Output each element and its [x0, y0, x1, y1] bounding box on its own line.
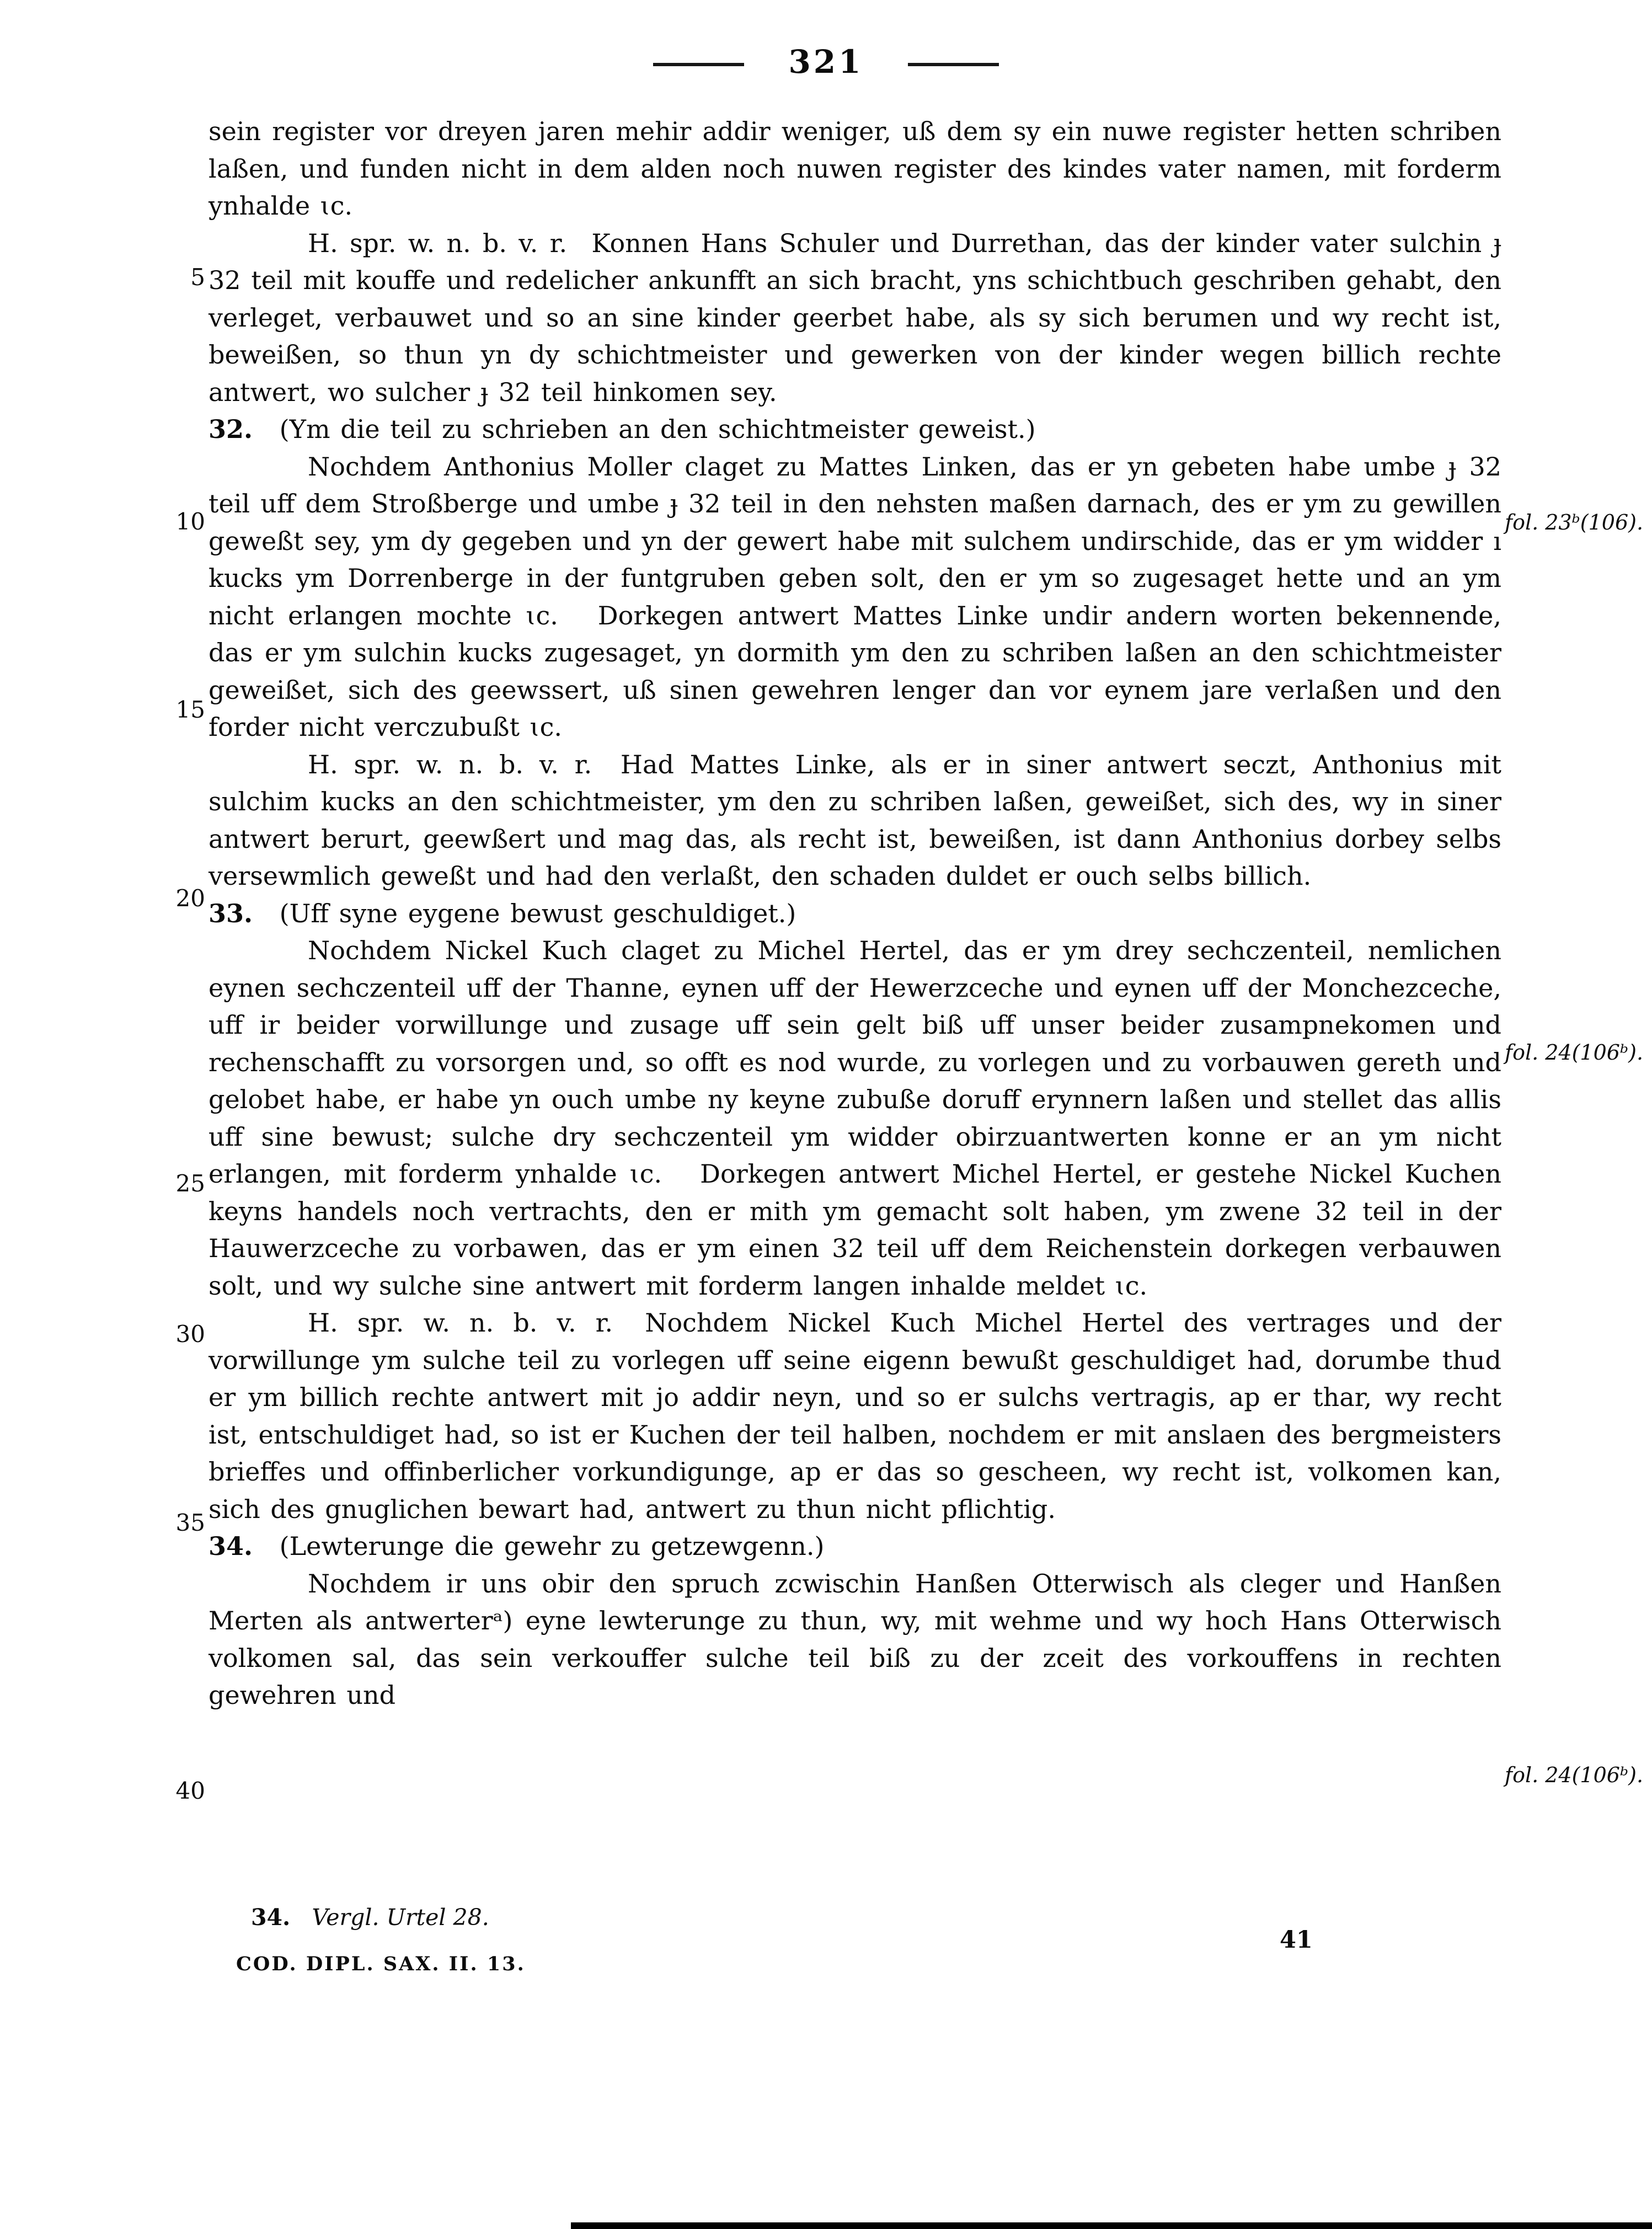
footnote-text: Vergl. Urtel 28.	[312, 1904, 489, 1931]
margin-line-number: 10	[175, 508, 205, 535]
margin-line-number: 35	[175, 1509, 205, 1536]
margin-line-number: 40	[175, 1777, 205, 1804]
paragraph-claim-32: Nochdem Anthonius Moller claget zu Mattes Linken, das er yn gebeten habe umbe ɟ 32 teil uff dem Stroßberge und umbe ɟ 32 teil in den nehsten maßen darnach, des er ym zu gewillen geweßt sey, ym dy gegeben und yn der gewert habe mit sulchem undirschide, das er ym widder ı kucks ym Dorrenberge in der funtgruben geben solt, den er ym so zugesaget hette und an ym nicht erlangen mochte ɩc. Dorkegen antwert Mattes Linke undir andern worten bekennende, das er ym sulchin kucks zugesaget, yn dormith ym den zu schriben laßen an den schichtmeister geweißet, sich des geewssert, uß sinen gewehren lenger dan vor eynem jare verlaßen und den forder nicht verczubußt ɩc.	[208, 451, 1501, 742]
section-number: 33.	[208, 898, 253, 928]
running-head	[0, 43, 1652, 81]
margin-line-number: 30	[175, 1321, 205, 1348]
scan-edge-artifact	[571, 2222, 1652, 2229]
folio-note: fol. 23ᵇ(106).	[1505, 510, 1644, 534]
folio-note: fol. 24(106ᵇ).	[1505, 1040, 1644, 1065]
footnote	[251, 1904, 489, 1931]
sheet-signature: 41	[1280, 1926, 1313, 1954]
section-number: 34.	[208, 1531, 253, 1561]
text-column	[208, 113, 1501, 1714]
paragraph-claim-33: Nochdem Nickel Kuch claget zu Michel Hertel, das er ym drey sechczenteil, nemlichen eynen sechczenteil uff der Thanne, eynen uff der Hewerzceche und eynen uff der Monchezceche, uff ir beider vorwillunge und zusage uff sein gelt biß uff unser beider zusampnekomen und rechenschafft zu vorsorgen und, so offt es nod wurde, zu vorlegen und zu vorbauwen gereth und gelobet habe, er habe yn ouch umbe ny keyne zubuße doruff erynnern laßen und stellet das allis uff sine bewust; sulche dry sechczenteil ym widder obirzuantwerten konne er an ym nicht erlangen, mit forderm ynhalde ɩc. Dorkegen antwert Michel Hertel, er gestehe Nickel Kuchen keyns handels noch vertrachts, den er mith ym gemacht solt haben, ym zwene 32 teil in der Hauwerzceche zu vorbawen, das er ym einen 32 teil uff dem Reichenstein dorkegen verbauwen solt, und wy sulche sine antwert mit forderm langen inhalde meldet ɩc.	[208, 936, 1501, 1301]
folio-note: fol. 24(106ᵇ).	[1505, 1763, 1644, 1787]
section-number: 32.	[208, 414, 253, 444]
section-title: (Lewterunge die gewehr zu getzewgenn.)	[279, 1531, 825, 1561]
footnote-number: 34.	[251, 1904, 291, 1931]
section-title: (Ym die teil zu schrieben an den schichtmeister geweist.)	[279, 414, 1036, 444]
margin-line-number: 5	[190, 264, 205, 291]
paragraph-verdict-33: H. spr. w. n. b. v. r. Nochdem Nickel Kuch Michel Hertel des vertrages und der vorwillunge ym sulche teil zu vorlegen uff seine eigenn bewußt geschuldiget had, dorumbe thud er ym billich rechte antwert mit jo addir neyn, und so er sulchs vertragis, ap er thar, wy recht ist, entschuldiget had, so ist er Kuchen der teil halben, nochdem er mit anslaen des bergmeisters brieffes und offinberlicher vorkundigunge, ap er das so gescheen, wy recht ist, volkomen kan, sich des gnuglichen bewart had, antwert zu thun nicht pflichtig.	[208, 1308, 1501, 1524]
section-heading-34	[208, 1528, 1501, 1565]
section-heading-32	[208, 411, 1501, 448]
series-imprint: COD. DIPL. SAX. II. 13.	[236, 1953, 526, 1975]
paragraph-verdict-31: H. spr. w. n. b. v. r. Konnen Hans Schuler und Durrethan, das der kinder vater sulchin ɟ 32 teil mit kouffe und redelicher ankunfft an sich bracht, yns schichtbuch geschriben gehabt, den verleget, verbauwet und so an sine kinder geerbet habe, als sy sich berumen und wy recht ist, beweißen, so thun yn dy schichtmeister und gewerken von der kinder wegen billich rechte antwert, wo sulcher ɟ 32 teil hinkomen sey.	[208, 228, 1501, 407]
header-rule-right	[908, 63, 999, 66]
section-heading-33	[208, 895, 1501, 933]
margin-line-number: 15	[175, 696, 205, 723]
header-rule-left	[653, 63, 744, 66]
margin-line-number: 25	[175, 1170, 205, 1197]
margin-line-number: 20	[175, 885, 205, 912]
paragraph-continuation: sein register vor dreyen jaren mehir addir weniger, uß dem sy ein nuwe register hetten schriben laßen, und funden nicht in dem alden noch nuwen register des kindes vater namen, mit forderm ynhalde ɩc.	[208, 116, 1501, 221]
paragraph-claim-34: Nochdem ir uns obir den spruch zcwischin Hanßen Otterwisch als cleger und Hanßen Merten als antwerterᵃ) eyne lewterunge zu thun, wy, mit wehme und wy hoch Hans Otterwisch volkomen sal, das sein verkouffer sulche teil biß zu der zceit des vorkouffens in rechten gewehren und	[208, 1568, 1501, 1710]
section-title: (Uff syne eygene bewust geschuldiget.)	[279, 898, 796, 928]
paragraph-verdict-32: H. spr. w. n. b. v. r. Had Mattes Linke, als er in siner antwert seczt, Anthonius mit sulchim kucks an den schichtmeister, ym den zu schriben laßen, geweißet, sich des, wy in siner antwert berurt, geewßert und mag das, als recht ist, beweißen, ist dann Anthonius dorbey selbs versewmlich geweßt und had den verlaßt, den schaden duldet er ouch selbs billich.	[208, 749, 1501, 891]
page-number: 321	[788, 43, 864, 81]
